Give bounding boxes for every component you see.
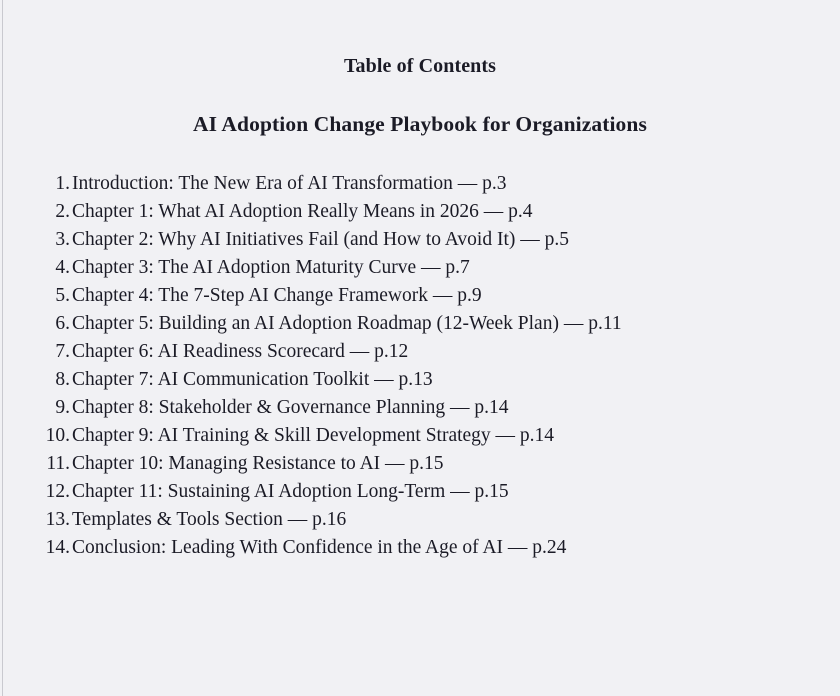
toc-entry[interactable] — [0, 394, 840, 422]
toc-entry-number: 14. — [45, 537, 70, 558]
toc-entry-number: 9. — [55, 397, 70, 418]
toc-entry-number: 5. — [55, 285, 70, 306]
toc-entry-number: 13. — [45, 509, 70, 530]
toc-entry-text: Chapter 9: AI Training & Skill Development Strategy — p.14 — [72, 425, 555, 446]
toc-entry[interactable] — [0, 338, 840, 366]
toc-entry[interactable] — [0, 422, 840, 450]
toc-entry-text: Chapter 1: What AI Adoption Really Means in 2026 — p.4 — [72, 201, 533, 222]
toc-entry-text: Chapter 6: AI Readiness Scorecard — p.12 — [72, 341, 409, 362]
toc-entry[interactable] — [0, 310, 840, 338]
toc-entry-number: 1. — [55, 173, 70, 194]
toc-entry-text: Chapter 7: AI Communication Toolkit — p.13 — [72, 369, 433, 390]
toc-entry[interactable] — [0, 198, 840, 226]
toc-entry-text: Chapter 10: Managing Resistance to AI — p.15 — [72, 453, 444, 474]
toc-entry[interactable] — [0, 170, 840, 198]
toc-entry[interactable] — [0, 478, 840, 506]
toc-entry-text: Chapter 2: Why AI Initiatives Fail (and How to Avoid It) — p.5 — [72, 229, 570, 250]
toc-entry[interactable] — [0, 254, 840, 282]
toc-entry-number: 6. — [55, 313, 70, 334]
toc-entry[interactable] — [0, 226, 840, 254]
toc-entry-number: 4. — [55, 257, 70, 278]
toc-entry-text: Introduction: The New Era of AI Transformation — p.3 — [72, 173, 507, 194]
toc-entry-text: Chapter 8: Stakeholder & Governance Planning — p.14 — [72, 397, 509, 418]
toc-entry-text: Chapter 3: The AI Adoption Maturity Curve — p.7 — [72, 257, 470, 278]
page-title: Table of Contents — [343, 55, 497, 77]
toc-entry-text: Conclusion: Leading With Confidence in the Age of AI — p.24 — [72, 537, 567, 558]
toc-entry[interactable] — [0, 506, 840, 534]
toc-entry[interactable] — [0, 534, 840, 562]
toc-entry[interactable] — [0, 450, 840, 478]
toc-entry-number: 2. — [55, 201, 70, 222]
document-subtitle: AI Adoption Change Playbook for Organizations — [193, 112, 647, 136]
toc-entry[interactable] — [0, 366, 840, 394]
table-of-contents-list — [0, 136, 840, 562]
toc-entry[interactable] — [0, 282, 840, 310]
toc-entry-text: Chapter 5: Building an AI Adoption Roadmap (12-Week Plan) — p.11 — [72, 313, 622, 334]
toc-entry-number: 8. — [55, 369, 70, 390]
toc-entry-number: 7. — [55, 341, 70, 362]
toc-entry-number: 12. — [45, 481, 70, 502]
toc-entry-number: 11. — [46, 453, 70, 474]
toc-entry-text: Chapter 4: The 7-Step AI Change Framework — p.9 — [72, 285, 482, 306]
toc-entry-number: 3. — [55, 229, 70, 250]
toc-entry-number: 10. — [45, 425, 70, 446]
toc-entry-text: Chapter 11: Sustaining AI Adoption Long-Term — p.15 — [72, 481, 509, 502]
toc-entry-text: Templates & Tools Section — p.16 — [72, 509, 347, 530]
